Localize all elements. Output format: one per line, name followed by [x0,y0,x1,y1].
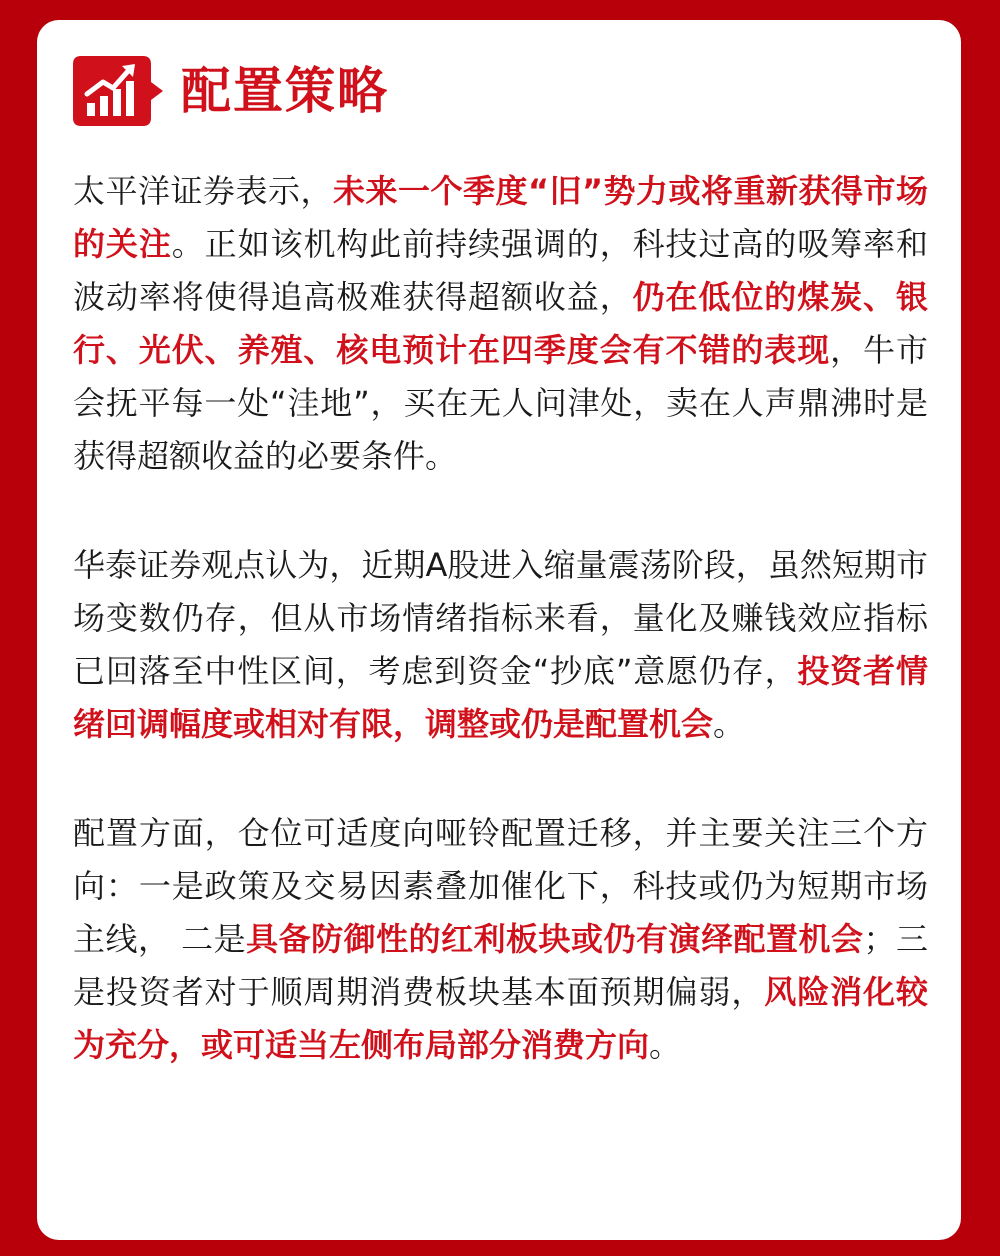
text-segment: 。正如该机构此前持续强调的，科技过高的吸筹率和波动率将使得追高极难获得超额收益， [73,225,928,316]
highlight-segment: 投资者情绪回调幅度或相对有限，调整或仍是配置机会 [73,652,928,743]
text-segment: ，牛市会抚平每一处“洼地”，买在无人问津处，卖在人声鼎沸时是获得超额收益的必要条件。 [73,331,928,475]
chart-growth-icon [73,56,163,126]
text-segment: ；三是投资者对于顺周期消费板块基本面预期偏弱， [73,920,928,1011]
text-segment: 华泰证券观点认为，近期A股进入缩量震荡阶段，虽然短期市场变数仍存，但从市场情绪指标来看，量化及赚钱效应指标已回落至中性区间，考虑到资金“抄底”意愿仍存， [73,546,928,690]
paragraph-1 [73,165,928,483]
paragraph-2 [73,539,928,751]
text-segment: 太平洋证券表示， [73,172,333,210]
highlight-segment: 风险消化较为充分，或可适当左侧布局部分消费方向 [73,973,928,1064]
highlight-segment: 具备防御性的红利板块或仍有演绎配置机会 [246,920,864,958]
highlight-segment: 仍在低位的煤炭、银行、光伏、养殖、核电预计在四季度会有不错的表现 [73,278,928,369]
section-header [73,56,389,126]
text-segment: 。 [713,705,746,743]
highlight-segment: 未来一个季度“旧”势力或将重新获得市场的关注 [73,172,928,263]
content-card [37,20,961,1240]
text-segment: 。 [649,1026,682,1064]
text-segment: 配置方面，仓位可适度向哑铃配置迁移，并主要关注三个方向：一是政策及交易因素叠加催化下，科技或仍为短期市场主线， 二是 [73,814,928,958]
article-body [73,165,928,1072]
page-title: 配置策略 [181,62,389,120]
paragraph-3 [73,807,928,1072]
